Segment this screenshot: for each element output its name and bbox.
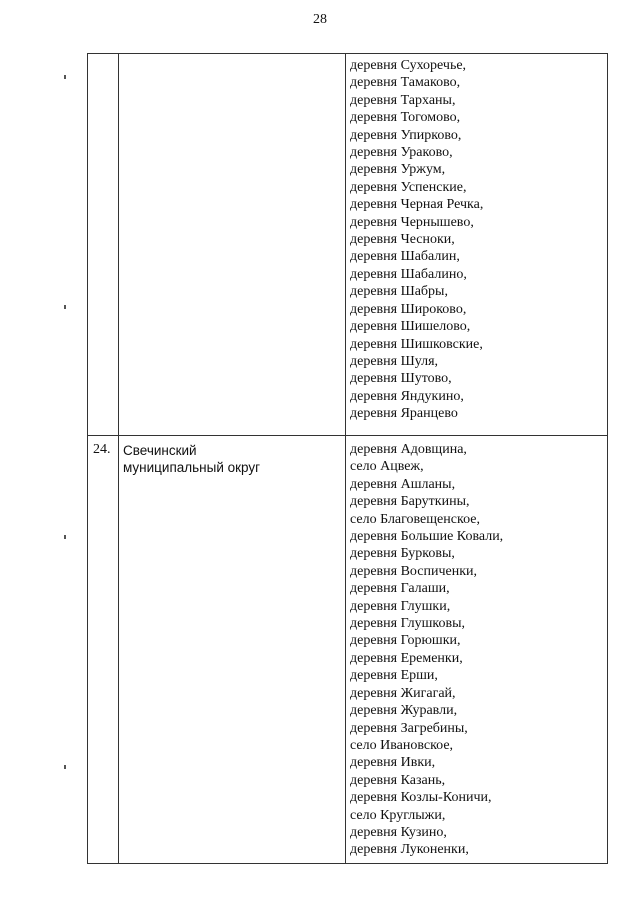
table-row	[88, 54, 608, 436]
settlement-item: деревня Упирково,	[350, 127, 462, 143]
settlement-item: деревня Луконенки,	[350, 842, 469, 858]
settlement-item: деревня Уржум,	[350, 162, 446, 178]
settlement-item: деревня Шутово,	[350, 371, 452, 387]
row-number	[88, 54, 119, 436]
settlement-item: деревня Тогомово,	[350, 110, 461, 126]
settlement-item: деревня Успенские,	[350, 179, 467, 195]
settlement-list	[346, 54, 608, 436]
settlement-item: деревня Шуля,	[350, 353, 439, 369]
settlement-item: деревня Адовщина,	[350, 442, 467, 457]
settlement-item: село Благовещенское,	[350, 511, 480, 527]
settlement-item: деревня Ураково,	[350, 145, 453, 161]
settlement-item: деревня Журавли,	[350, 703, 458, 719]
settlement-item: деревня Шабалин,	[350, 249, 460, 265]
settlements-table	[87, 53, 608, 864]
settlement-item: деревня Сухоречье,	[350, 58, 467, 73]
settlement-item: село Ацвеж,	[350, 459, 424, 475]
settlement-item: деревня Шабры,	[350, 284, 448, 300]
settlement-item: деревня Жигагай,	[350, 685, 456, 701]
settlement-item: деревня Горюшки,	[350, 633, 461, 649]
settlement-item: деревня Глушковы,	[350, 616, 466, 632]
settlement-item: деревня Кузино,	[350, 824, 447, 840]
municipality-name	[119, 436, 346, 864]
settlement-item: деревня Черная Речка,	[350, 197, 484, 213]
settlement-item: деревня Казань,	[350, 772, 446, 788]
row-number: 24.	[88, 436, 119, 864]
settlement-item: деревня Чернышево,	[350, 214, 474, 230]
margin-mark	[64, 765, 66, 769]
table-row	[88, 436, 608, 864]
settlement-item: деревня Загребины,	[350, 720, 468, 736]
municipality-name	[119, 54, 346, 436]
settlement-item: деревня Галаши,	[350, 581, 450, 597]
municipality-name-line: муниципальный округ	[123, 460, 261, 475]
settlement-item: деревня Бурковы,	[350, 546, 455, 562]
settlement-item: деревня Тарханы,	[350, 92, 456, 108]
settlement-item: деревня Еременки,	[350, 650, 463, 666]
page-number: 28	[313, 12, 327, 27]
settlement-item: село Круглыжи,	[350, 807, 446, 823]
settlement-item: деревня Козлы-Коничи,	[350, 790, 492, 806]
settlement-item: деревня Ашланы,	[350, 476, 456, 492]
settlement-item: деревня Большие Ковали,	[350, 529, 504, 545]
settlement-item: деревня Воспиченки,	[350, 563, 478, 579]
settlement-item: деревня Ерши,	[350, 668, 438, 684]
settlement-item: деревня Баруткины,	[350, 494, 470, 510]
settlement-item: деревня Ивки,	[350, 755, 436, 771]
settlement-item: деревня Шишковские,	[350, 336, 483, 352]
settlement-item: деревня Чесноки,	[350, 232, 455, 248]
settlement-item: деревня Яранцево	[350, 406, 458, 422]
municipality-name-line: Свечинский	[123, 443, 197, 458]
settlement-list	[346, 436, 608, 864]
settlement-item: деревня Глушки,	[350, 598, 451, 614]
margin-mark	[64, 305, 66, 309]
margin-mark	[64, 75, 66, 79]
settlement-item: деревня Шишелово,	[350, 319, 471, 335]
settlement-item: деревня Широково,	[350, 301, 467, 317]
settlement-item: деревня Яндукино,	[350, 388, 464, 404]
settlement-item: деревня Тамаково,	[350, 75, 461, 91]
margin-mark	[64, 535, 66, 539]
settlement-item: село Ивановское,	[350, 737, 454, 753]
settlement-item: деревня Шабалино,	[350, 266, 467, 282]
